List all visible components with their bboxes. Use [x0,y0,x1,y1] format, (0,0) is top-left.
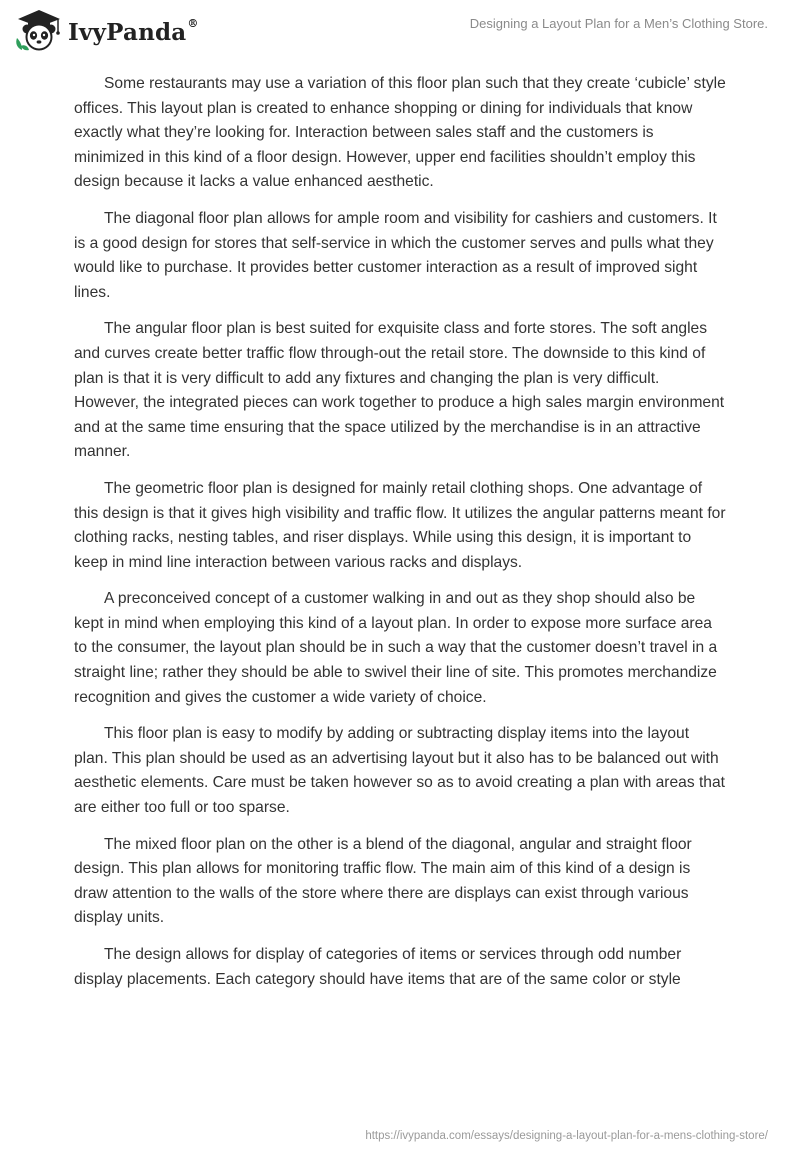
registered-mark: ® [187,16,199,30]
panda-graduate-icon [14,8,64,52]
paragraph: The geometric floor plan is designed for mainly retail clothing shops. One advantage of this design is that it gives high visibility and traffic flow. It utilizes the angular patterns meant for clothing racks, nesting tables, and riser displays. While using this design, it is important to keep in mind line interaction between various racks and displays. [74,479,726,571]
page-header [0,0,800,64]
source-url[interactable]: https://ivypanda.com/essays/designing-a-layout-plan-for-a-mens-clothing-store/ [365,1130,768,1142]
paragraph: The angular floor plan is best suited for exquisite class and forte stores. The soft angles and curves create better traffic flow through-out the retail store. The downside to this kind of plan is that it is very difficult to add any fixtures and changing the plan is very difficult. However, the integrated pieces can work together to produce a high sales margin environment and at the same time ensuring that the space utilized by the merchandise is in an attractive manner. [74,320,725,461]
document-title: Designing a Layout Plan for a Men’s Clothing Store. [469,16,768,31]
paragraph: A preconceived concept of a customer walking in and out as they shop should also be kept in mind when employing this kind of a layout plan. In order to expose more surface area to the consumer, the layout plan should be in such a way that the customer doesn’t travel in a straight line; rather they should be able to swivel their line of site. This promotes merchandize recognition and gives the customer a wide variety of choice. [74,590,718,706]
paragraph: Some restaurants may use a variation of this floor plan such that they create ‘cubicle’ style offices. This layout plan is created to enhance shopping or dining for individuals that know exactly what they’re looking for. Interaction between sales staff and the customers is minimized in this kind of a floor design. However, upper end facilities shouldn’t employ this design because it lacks a value enhanced aesthetic. [74,75,726,191]
paragraph: The mixed floor plan on the other is a blend of the diagonal, angular and straight floor design. This plan allows for monitoring traffic flow. The main aim of this kind of a design is draw attention to the walls of the store where there are displays can exist through various display units. [74,835,692,927]
ivypanda-logo[interactable] [14,8,199,52]
paragraph: The diagonal floor plan allows for ample room and visibility for cashiers and customers. It is a good design for stores that self-service in which the customer serves and pulls what they would like to purchase. It provides better customer interaction as a result of improved sight lines. [74,209,717,301]
brand-name-text: IvyPanda [68,18,187,46]
paragraph: This floor plan is easy to modify by adding or subtracting display items into the layout plan. This plan should be used as an advertising layout but it also has to be balanced out with aesthetic elements. Care must be taken however so as to avoid creating a plan with areas that are either too full or too sparse. [74,725,725,817]
paragraph: The design allows for display of categories of items or services through odd number display placements. Each category should have items that are of the same color or style [74,946,682,988]
essay-body [74,72,726,1004]
brand-name [68,16,199,46]
